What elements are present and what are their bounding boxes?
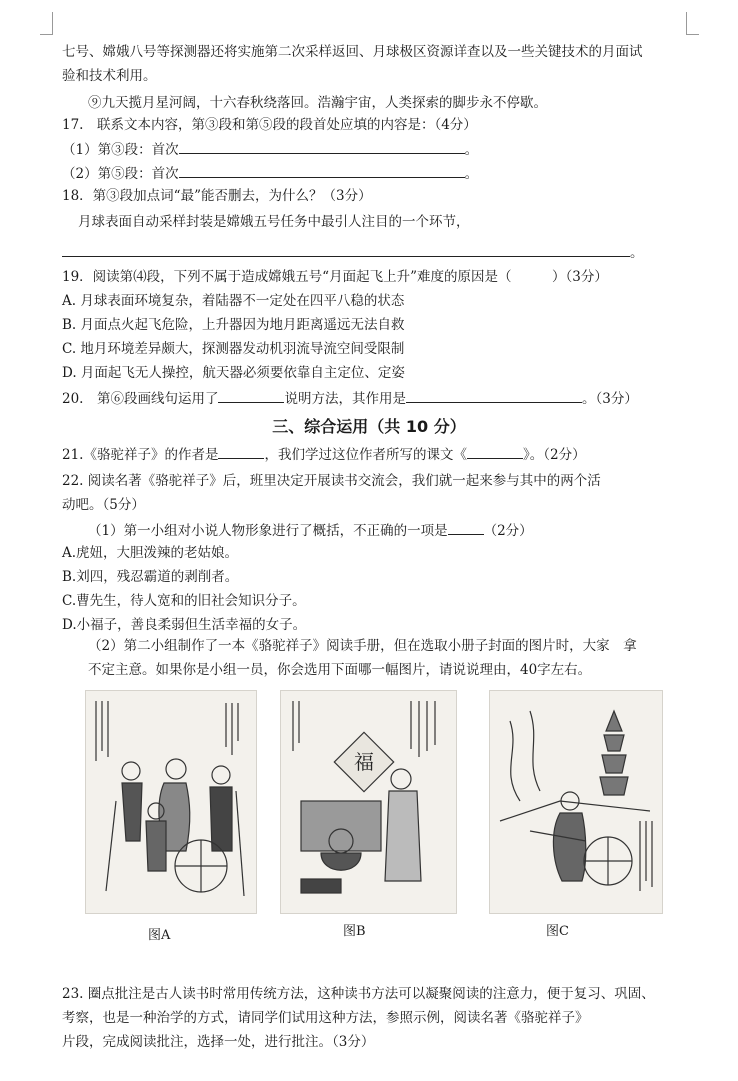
option-c: C.曹先生，待人宽和的旧社会知识分子。 [62,593,306,609]
question-23: 23. 圈点批注是古人读书时常用传统方法，这种读书方法可以凝聚阅读的注意力，便于复习、巩固、 [62,986,655,1002]
option-a: A.虎妞，大胆泼辣的老姑娘。 [62,545,239,561]
question-22: 22. 阅读名著《骆驼祥子》后，班里决定开展读书交流会，我们就一起来参与其中的两个活 [62,473,601,489]
passage-paragraph-9: ⑨九天揽月星河阔，十六春秋绕落回。浩瀚宇宙，人类探索的脚步永不停歇。 [88,95,547,111]
question-18-text: 月球表面自动采样封装是嫦娥五号任务中最引人注目的一个环节， [78,214,470,230]
option-d: D.小福子，善良柔弱但生活幸福的女子。 [62,617,307,633]
question-21 [62,444,586,464]
caption-figure-b: 图B [343,924,366,939]
fu-room-sketch [281,691,456,913]
question-19: 19．阅读第⑷段，下列不属于造成嫦娥五号“月面起飞上升”难度的原因是（ ）（3分） [62,269,608,285]
illustration-c [489,690,663,914]
question-18-answer-line [62,242,644,262]
period: 。 [464,142,479,158]
pagoda-rickshaw-sketch [490,691,662,913]
question-18: 18．第③段加点词“最”能否删去，为什么？（3分） [62,188,372,204]
option-a: A. 月球表面环境复杂，着陆器不一定处在四平八稳的状态 [62,293,405,309]
illustration-b [280,690,457,914]
q20-part-a: 20. 第⑥段画线句运用了 [62,391,219,407]
question-22-part-2: （2）第二小组制作了一本《骆驼祥子》阅读手册，但在选取小册子封面的图片时，大家 拿 [88,638,637,654]
question-22-part-1 [88,520,533,540]
answer-blank [406,388,582,403]
answer-blank [218,388,284,403]
passage-line: 七号、嫦娥八号等探测器还将实施第二次采样返回、月球极区资源详查以及一些关键技术的月面试 [62,44,643,60]
option-d: D. 月面起飞无人操控，航天器必须要依靠自主定位、定姿 [62,365,405,381]
period: 。 [630,245,644,261]
crop-mark-left [40,12,53,35]
passage-line: 验和技术利用。 [62,68,157,84]
q21-part-b: ，我们学过这位作者所写的课文《 [264,447,467,463]
question-20 [62,388,638,408]
caption-figure-c: 图C [546,924,569,939]
option-c: C. 地月环境差异颇大，探测器发动机羽流导流空间受限制 [62,341,405,357]
period: 。 [464,166,479,182]
q22-1-points: （2分） [483,523,533,539]
q21-part-a: 21.《骆驼祥子》的作者是 [62,447,219,463]
answer-blank [467,444,523,459]
caption-figure-a: 图A [148,928,171,943]
q17-1-label: （1）第③段：首次 [62,142,179,158]
question-17: 17. 联系文本内容，第③段和第⑤段的段首处应填的内容是：（4分） [62,117,477,133]
crop-mark-right [686,12,699,35]
section-title: 三、综合运用（共 10 分） [272,417,466,436]
option-b: B. 月面点火起飞危险，上升器因为地月距离遥远无法自救 [62,317,405,333]
answer-blank [448,520,484,535]
answer-blank [179,163,465,178]
illustration-a [85,690,257,914]
question-17-part-1 [62,139,478,159]
option-b: B.刘四，残忍霸道的剥削者。 [62,569,239,585]
question-17-part-2 [62,163,478,183]
answer-blank [62,242,630,257]
q22-1-label: （1）第一小组对小说人物形象进行了概括，不正确的一项是 [88,523,448,539]
q20-part-b: 说明方法，其作用是 [284,391,406,407]
q21-part-c: 》。（2分） [522,447,586,463]
fu-character: 福 [354,750,374,774]
q17-2-label: （2）第⑤段：首次 [62,166,179,182]
answer-blank [218,444,264,459]
answer-blank [179,139,465,154]
rickshaw-soldiers-sketch [86,691,256,913]
q20-part-c: 。（3分） [581,391,638,407]
question-23-cont: 考察，也是一种治学的方式，请同学们试用这种方法，参照示例，阅读名著《骆驼祥子》 [62,1010,589,1026]
question-23-cont: 片段，完成阅读批注，选择一处，进行批注。（3分） [62,1034,375,1050]
question-22-part-2-cont: 不定主意。如果你是小组一员，你会选用下面哪一幅图片，请说说理由，40字左右。 [88,662,592,678]
question-22-cont: 动吧。（5分） [62,497,145,513]
